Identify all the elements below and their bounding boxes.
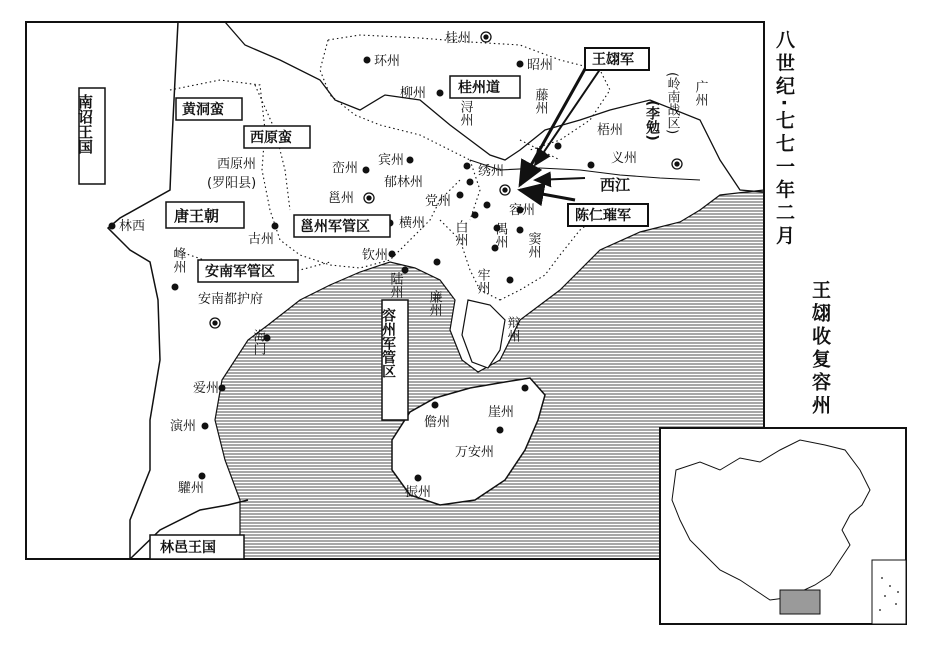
label-liuzhou: 柳州: [400, 86, 427, 101]
label-yulinzhou: 郁林州: [384, 175, 424, 190]
label-danzhou: 儋州: [424, 415, 451, 430]
label-guzhou: 古州: [248, 232, 275, 247]
label-baizhou: 白州: [452, 220, 468, 246]
label-xiuzhou: 绣州: [478, 164, 505, 179]
label-hengzhou: 横州: [399, 216, 426, 231]
region-lingnan: (岭南战区): [664, 72, 680, 135]
label-zhenzhou: 振州: [405, 485, 432, 500]
inset-southsea-box: [872, 560, 906, 624]
map-title: 八世纪·七七一年二月: [773, 30, 795, 249]
label-douzhou: 窦州: [525, 232, 541, 258]
label-guangzhou: 广州: [692, 80, 708, 106]
label-wuzhou: 梧州: [597, 123, 624, 138]
label-lianzhou: 廉州: [426, 290, 442, 316]
label-dangzhou: 党州: [425, 194, 452, 209]
label-binzhou: 宾州: [378, 153, 405, 168]
label-yanzhou: 演州: [170, 419, 197, 434]
region-huangdong-man: 黄洞蛮: [182, 102, 224, 118]
region-rongzhou-jgq: 容州军管区: [380, 308, 396, 378]
label-luanzhou: 峦州: [332, 161, 359, 176]
label-yongzhou: 邕州: [328, 191, 355, 206]
label-tengzhou: 藤州: [532, 88, 548, 114]
label-yazhou: 崖州: [488, 405, 515, 420]
region-guizhou-dao: 桂州道: [458, 80, 500, 96]
label-rongzhou: 容州: [509, 203, 536, 218]
kingdom-nanzhao: 南诏王国: [76, 94, 94, 154]
inset-map: [660, 428, 906, 624]
label-huanzhou: 环州: [374, 54, 401, 69]
label-xunzhou: 浔州: [457, 100, 473, 126]
label-yuzhou: 禺州: [492, 222, 508, 248]
label-yizhou: 义州: [611, 151, 638, 166]
label-luoyang: (罗阳县): [207, 176, 257, 191]
map-subtitle: 王翃收复容州: [809, 280, 831, 418]
label-bianzhou: 辩州: [504, 316, 520, 342]
label-wananzhou: 万安州: [455, 445, 495, 460]
region-annan-jgq: 安南军管区: [205, 264, 275, 280]
label-huanzhou2: 驩州: [178, 481, 205, 496]
label-annan-duhufu: 安南都护府: [198, 292, 264, 307]
label-qinzhou: 钦州: [362, 248, 389, 263]
label-xiyuanzhou: 西原州: [217, 157, 257, 172]
region-xiyuan-man: 西原蛮: [250, 130, 292, 146]
label-aizhou: 爱州: [193, 381, 220, 396]
army-wanghong: 王翃军: [592, 52, 634, 68]
army-chenrenqi: 陈仁璀军: [575, 208, 631, 224]
kingdom-linyi: 林邑王国: [160, 540, 216, 556]
label-haimen: 海门: [250, 329, 266, 355]
inset-highlight: [780, 590, 820, 614]
label-fengzhou: 峰州: [170, 247, 186, 273]
region-lingnan-person: (李勉): [644, 100, 660, 141]
label-guizhou: 桂州: [445, 31, 472, 46]
label-laozhou: 牢州: [474, 268, 490, 294]
label-luzhou: 陆州: [387, 272, 403, 298]
river-label: 西江: [600, 176, 631, 194]
label-linxi: 林西: [119, 219, 146, 234]
region-yongzhou-jgq: 邕州军管区: [300, 219, 370, 235]
label-zhaozhou: 昭州: [527, 58, 554, 73]
kingdom-tang: 唐王朝: [174, 207, 220, 225]
